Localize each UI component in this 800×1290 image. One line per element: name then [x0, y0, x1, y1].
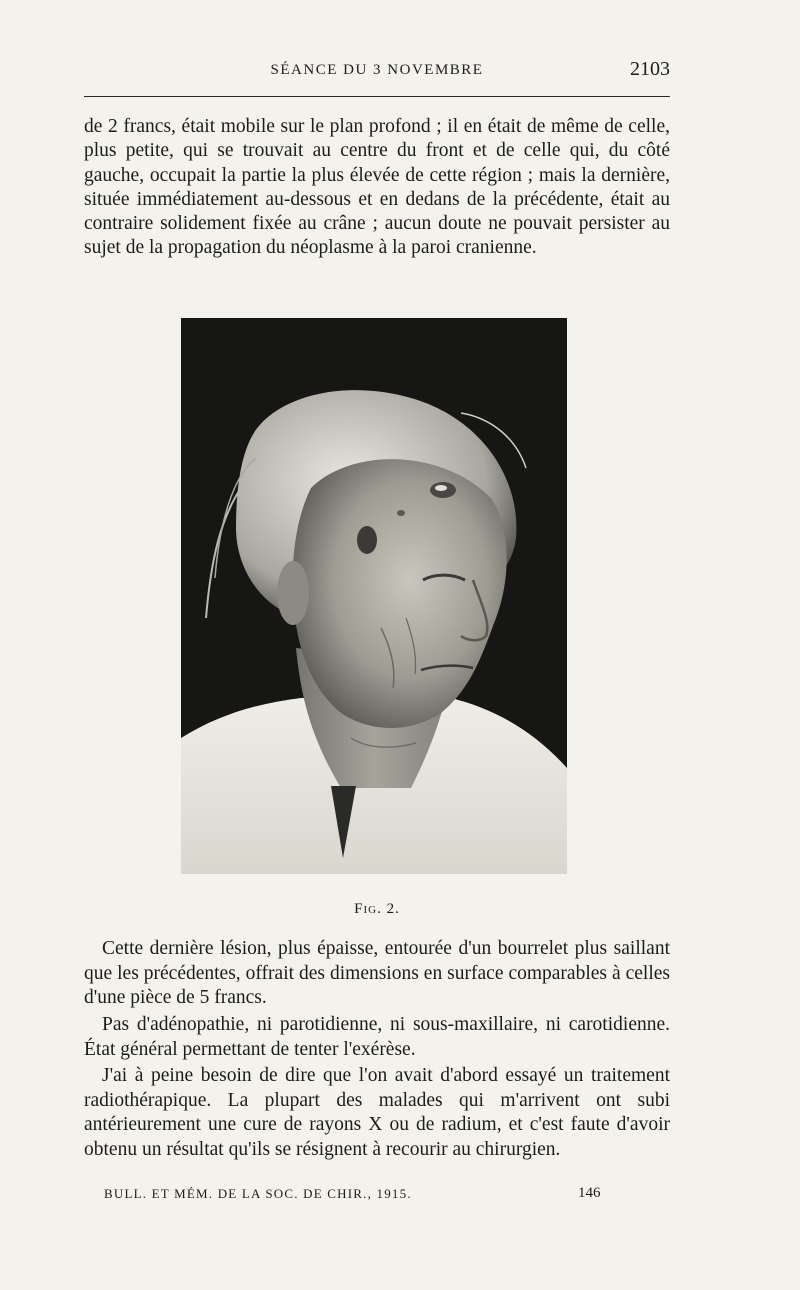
journal-footer: BULL. ET MÉM. DE LA SOC. DE CHIR., 1915.: [104, 1186, 412, 1201]
figure-caption: Fig. 2.: [354, 901, 400, 917]
running-title: SÉANCE DU 3 NOVEMBRE: [270, 62, 484, 78]
page-number: 2103: [630, 58, 670, 80]
signature-number: 146: [578, 1185, 601, 1201]
header-rule: [84, 96, 670, 97]
paragraph-2: Cette dernière lésion, plus épaisse, entourée d'un bourrelet plus saillant que les précédentes, offrait des dimensions en surface comparables à celles d'une pièce de 5 francs.: [84, 938, 670, 1009]
figure-photograph: [181, 318, 567, 874]
paragraph-3: Pas d'adénopathie, ni parotidienne, ni sous-maxillaire, ni carotidienne. État général permettant de tenter l'exérèse.: [84, 1014, 670, 1060]
paragraph-1: de 2 francs, était mobile sur le plan profond ; il en était de même de celle, plus petite, qui se trouvait au centre du front et de celle qui, du côté gauche, occupait la partie la plus élevée de cette région ; mais la dernière, située immédiatement au-dessous et en dedans de la précédente, était au contraire solidement fixée au crâne ; aucun doute ne pouvait persister au sujet de la propagation du néoplasme à la paroi cranienne.: [84, 116, 670, 259]
portrait-photo-illustration: [181, 318, 567, 874]
running-head: [84, 58, 670, 86]
paragraph-4: J'ai à peine besoin de dire que l'on avait d'abord essayé un traitement radiothérapique. La plupart des malades qui m'arrivent ont subi antérieurement une cure de rayons X ou de radium, et c'est faute d'avoir obtenu un résultat qu'ils se résignent à recourir au chirurgien.: [84, 1065, 670, 1160]
